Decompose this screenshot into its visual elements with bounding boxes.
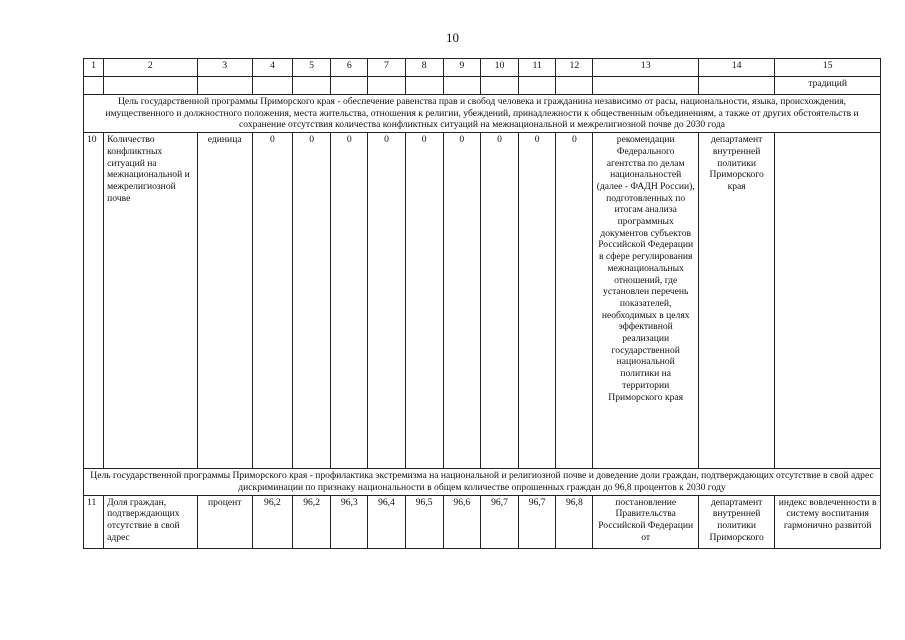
indicators-table — [83, 58, 881, 549]
unit: единица — [197, 133, 252, 469]
header-cell: 12 — [556, 59, 593, 77]
column-number-row — [84, 59, 881, 77]
responsible-body: департамент внутренней политики Приморского края — [698, 133, 774, 469]
continuation-row — [84, 77, 881, 95]
header-cell: 7 — [368, 59, 405, 77]
header-cell: 6 — [331, 59, 368, 77]
value-cell: 96,4 — [368, 495, 405, 548]
value-cell: 0 — [368, 133, 405, 469]
indicator-name: Количество конфликтных ситуаций на межнациональной и межрелигиозной почве — [104, 133, 197, 469]
header-cell: 2 — [104, 59, 197, 77]
value-cell: 96,6 — [443, 495, 480, 548]
header-cell: 5 — [293, 59, 331, 77]
header-cell: 1 — [84, 59, 104, 77]
value-cell: 96,3 — [331, 495, 368, 548]
value-cell: 0 — [443, 133, 480, 469]
value-cell: 96,5 — [405, 495, 443, 548]
page-number: 10 — [446, 30, 459, 45]
header-cell: 9 — [443, 59, 480, 77]
header-cell: 13 — [593, 59, 699, 77]
source-document: постановление Правительства Российской Федерации от — [593, 495, 699, 548]
header-cell: 14 — [698, 59, 774, 77]
header-cell: 8 — [405, 59, 443, 77]
header-cell: 10 — [480, 59, 518, 77]
value-cell: 96,2 — [252, 495, 292, 548]
value-cell: 0 — [331, 133, 368, 469]
row-number: 10 — [84, 133, 104, 469]
header-cell: 11 — [519, 59, 556, 77]
related-indicator: индекс вовлеченности в систему воспитания гармонично развитой — [775, 495, 881, 548]
indicator-name: Доля граждан, подтверждающих отсутствие в свой адрес — [104, 495, 197, 548]
table-row — [84, 133, 881, 469]
goal-row — [84, 469, 881, 495]
unit: процент — [197, 495, 252, 548]
table-row — [84, 495, 881, 548]
value-cell: 96,7 — [519, 495, 556, 548]
header-cell: 15 — [775, 59, 881, 77]
value-cell: 0 — [252, 133, 292, 469]
value-cell: 96,2 — [293, 495, 331, 548]
row-number: 11 — [84, 495, 104, 548]
value-cell: 96,7 — [480, 495, 518, 548]
value-cell: 0 — [519, 133, 556, 469]
value-cell: 96,8 — [556, 495, 593, 548]
value-cell: 0 — [293, 133, 331, 469]
value-cell: 0 — [480, 133, 518, 469]
header-cell: 4 — [252, 59, 292, 77]
value-cell: 0 — [556, 133, 593, 469]
related-indicator — [775, 133, 881, 469]
value-cell: 0 — [405, 133, 443, 469]
header-cell: 3 — [197, 59, 252, 77]
continuation-text: традиций — [775, 77, 881, 95]
responsible-body: департамент внутренней политики Приморского — [698, 495, 774, 548]
goal-text: Цель государственной программы Приморского края - обеспечение равенства прав и свобод человека и гражданина независимо от расы, национальности, языка, происхождения, имущественного и должностного положения, места жительства, отношения к религии, убеждений, принадлежности к общественным объединениям, а также от других обстоятельств и сохранение отсутствия количества конфликтных ситуаций на межнациональной и межрелигиозной почве до 2030 года — [84, 95, 881, 133]
source-document: рекомендации Федерального агентства по делам национальностей (далее - ФАДН России), подготовленных по итогам анализа программных документов субъектов Российской Федерации в сфере регулирования межнациональных отношений, где установлен перечень показателей, необходимых в целях эффективной реализации государственной национальной политики на территории Приморского края — [593, 133, 699, 469]
goal-row — [84, 95, 881, 133]
goal-text: Цель государственной программы Приморского края - профилактика экстремизма на национальной и религиозной почве и доведение доли граждан, подтверждающих отсутствие в свой адрес дискриминации по признаку национальности в общем количестве опрошенных граждан до 96,8 процентов к 2030 году — [84, 469, 881, 495]
